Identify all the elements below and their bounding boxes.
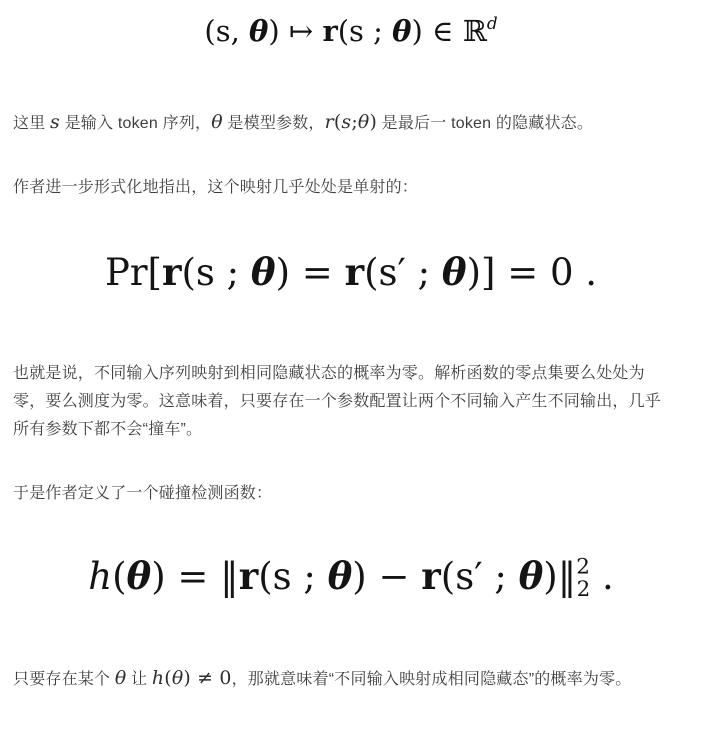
para-injective-claim <box>13 174 673 202</box>
formula-hidden-state-map <box>13 12 689 52</box>
text-run: 让 <box>126 670 152 688</box>
math-run: ) ≠ 0 <box>183 666 232 689</box>
text-run: ，那就意味着“不同输入映射成相同隐藏态”的概率为零。 <box>231 670 632 688</box>
article-page <box>0 12 702 731</box>
para-conclusion <box>13 666 673 694</box>
math-run: s <box>341 111 352 134</box>
formula-collision-probability <box>13 248 689 298</box>
math-run: (s′ ; <box>364 251 442 295</box>
math-run: Pr[ <box>104 251 162 295</box>
math-run: r <box>161 250 182 295</box>
text-run: 于是作者定义了一个碰撞检测函数： <box>13 485 273 503</box>
math-run: ( <box>333 111 342 134</box>
math-run: θ <box>392 14 412 49</box>
text-run: 是输入 token 序列， <box>59 115 212 133</box>
math-run: r <box>322 14 338 49</box>
math-run: ) = <box>275 251 345 295</box>
math-run: (s ; <box>337 14 393 49</box>
para-zero-measure-explanation <box>13 360 673 444</box>
math-run: r <box>344 250 365 295</box>
formula-collision-detection <box>13 552 689 604</box>
math-run: θ <box>357 111 370 134</box>
math-run: (s, <box>204 14 250 49</box>
para-collision-function-intro <box>13 480 673 508</box>
math-run: ℝ <box>462 14 487 49</box>
math-run: d <box>486 13 498 33</box>
math-run: θ <box>249 14 269 49</box>
text-run: 作者进一步形式化地指出，这个映射几乎处处是单射的： <box>13 179 419 197</box>
math-run: θ <box>211 111 223 134</box>
math-run: h <box>151 666 165 689</box>
math-run: (s ; <box>258 555 328 599</box>
math-run: ) ∈ <box>411 14 463 49</box>
math-run: 2 <box>576 554 590 580</box>
math-run: r <box>238 554 259 599</box>
math-run: ( <box>164 666 172 689</box>
math-run: r <box>324 111 334 134</box>
text-run: 是模型参数， <box>222 115 325 133</box>
math-run: 2 <box>576 576 591 602</box>
math-run: ; <box>351 111 358 134</box>
math-run: ( <box>112 555 127 599</box>
math-run: ) ↦ <box>268 14 323 49</box>
math-run: ) <box>369 111 377 134</box>
math-run: θ <box>518 554 544 599</box>
math-run: θ <box>327 554 353 599</box>
math-run: (s′ ; <box>440 555 519 599</box>
math-run: )] = 0 . <box>466 251 598 295</box>
math-run: h <box>88 555 113 599</box>
article-content <box>0 12 702 694</box>
math-run: (s ; <box>181 251 251 295</box>
math-run: s <box>50 111 60 134</box>
text-run: 这里 <box>13 115 51 133</box>
math-run: θ <box>171 666 184 689</box>
math-run: θ <box>126 554 152 599</box>
text-run: 只要存在某个 <box>13 670 115 688</box>
para-token-sequence-intro <box>13 110 673 138</box>
math-run: θ <box>250 250 276 295</box>
math-run: r <box>421 554 441 599</box>
math-run: ) − <box>352 555 422 599</box>
math-run: )‖ <box>543 555 577 599</box>
text-run: 是最后一 token 的隐藏状态。 <box>377 115 594 133</box>
math-run: θ <box>441 250 467 295</box>
math-run: θ <box>114 666 127 689</box>
math-run: ) = ‖ <box>151 555 239 599</box>
math-run: . <box>590 555 614 599</box>
text-run: 也就是说，不同输入序列映射到相同隐藏状态的概率为零。解析函数的零点集要么处处为零，要么测度为零。这意味着，只要存在一个参数配置让两个不同输入产生不同输出，几乎所有参数下都不会“撞车”。 <box>13 365 662 439</box>
